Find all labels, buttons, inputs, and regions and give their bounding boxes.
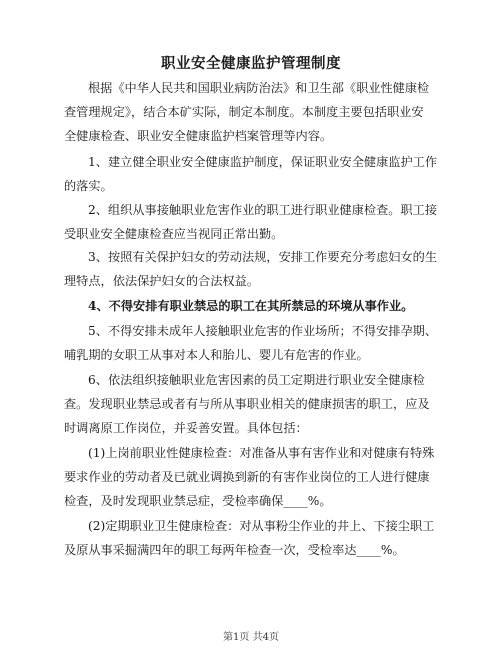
- paragraph-line: (2)定期职业卫生健康检查：对从事粉尘作业的井上、下接尘职工: [88, 519, 435, 533]
- paragraph-line: 全健康检查、职业安全健康监护档案管理等内容。: [64, 129, 333, 143]
- page-footer: 第1页 共4页: [223, 632, 279, 643]
- paragraph-line: (1)上岗前职业性健康检查：对准备从事有害作业和对健康有特殊: [88, 446, 435, 460]
- paragraph-line: 检查，及时发现职业禁忌症，受检率确保____%。: [64, 494, 332, 508]
- paragraph-line: 的落实。: [64, 179, 113, 193]
- paragraph-line: 及原从事采掘满四年的职工每两年检查一次，受检率达____%。: [64, 543, 405, 557]
- paragraph-line-bold: 4、不得安排有职业禁忌的职工在其所禁忌的环境从事作业。: [88, 299, 414, 313]
- document-title: 职业安全健康监护管理制度: [161, 55, 341, 72]
- paragraph-line: 理特点，依法保护妇女的合法权益。: [64, 274, 259, 288]
- paragraph-line: 受职业安全健康检查应当视同正常出勤。: [64, 227, 284, 241]
- paragraph-line: 3、按照有关保护妇女的劳动法规，安排工作要充分考虑妇女的生: [88, 250, 438, 264]
- paragraph-line: 查。发现职业禁忌或者有与所从事职业相关的健康损害的职工，应及: [64, 397, 430, 411]
- paragraph-line: 1、建立健全职业安全健康监护制度，保证职业安全健康监护工作: [88, 155, 438, 169]
- paragraph-line: 2、组织从事接触职业危害作业的职工进行职业健康检查。职工接: [88, 203, 438, 217]
- paragraph-line: 时调离原工作岗位，并妥善安置。具体包括：: [64, 421, 308, 435]
- paragraph-line: 哺乳期的女职工从事对本人和胎儿、婴儿有危害的作业。: [64, 348, 369, 362]
- paragraph-line: 要求作业的劳动者及已就业调换到新的有害作业岗位的工人进行健康: [64, 470, 430, 484]
- paragraph-line: 根据《中华人民共和国职业病防治法》和卫生部《职业性健康检: [88, 81, 430, 95]
- paragraph-line: 6、依法组织接触职业危害因素的员工定期进行职业安全健康检: [88, 373, 425, 387]
- paragraph-line: 5、不得安排未成年人接触职业危害的作业场所；不得安排孕期、: [88, 324, 438, 338]
- paragraph-line: 查管理规定》，结合本矿实际，制定本制度。本制度主要包括职业安: [64, 105, 424, 119]
